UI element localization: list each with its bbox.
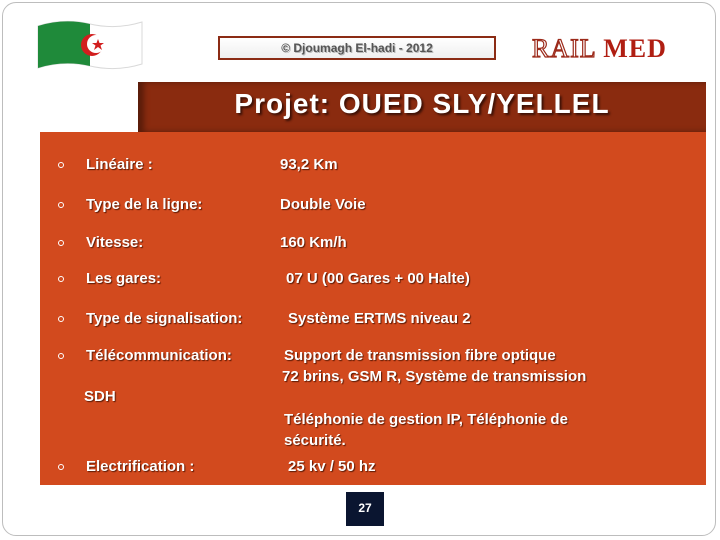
item-label-signalisation: Type de signalisation:	[86, 310, 243, 327]
item-label-type-ligne: Type de la ligne:	[86, 196, 203, 213]
brand-med: MED	[603, 34, 667, 63]
item-value-telecom-line1: Support de transmission fibre optique	[284, 347, 556, 364]
item-value-telecom-line4: sécurité.	[284, 432, 346, 449]
item-value-type-ligne: Double Voie	[280, 196, 366, 213]
item-value-telecom-line3: Téléphonie de gestion IP, Téléphonie de	[284, 411, 568, 428]
item-value-gares: 07 U (00 Gares + 00 Halte)	[286, 270, 470, 287]
copyright-banner: © Djoumagh El-hadi - 2012	[218, 36, 496, 60]
bullet-icon	[58, 353, 64, 359]
bullet-icon	[58, 240, 64, 246]
item-value-telecom-line2: 72 brins, GSM R, Système de transmission	[282, 368, 587, 385]
bullet-icon	[58, 316, 64, 322]
item-value-vitesse: 160 Km/h	[280, 234, 347, 251]
brand-rail: RAIL	[532, 34, 596, 63]
bullet-icon	[58, 464, 64, 470]
item-value-lineaire: 93,2 Km	[280, 156, 338, 173]
bullet-icon	[58, 162, 64, 168]
railmed-logo	[532, 34, 667, 64]
algeria-flag-icon	[34, 18, 146, 72]
slide-title: Projet: OUED SLY/YELLEL	[234, 88, 610, 119]
bullet-icon	[58, 202, 64, 208]
page-number: 27	[358, 501, 372, 515]
item-label-gares: Les gares:	[86, 270, 162, 287]
item-value-signalisation: Système ERTMS niveau 2	[288, 310, 471, 327]
item-value-telecom-sdh: SDH	[84, 388, 116, 405]
bullet-icon	[58, 276, 64, 282]
item-label-telecom: Télécommunication:	[86, 347, 232, 364]
item-label-electrification: Electrification :	[86, 458, 195, 475]
item-label-vitesse: Vitesse:	[86, 234, 144, 251]
item-label-lineaire: Linéaire :	[86, 156, 153, 173]
content-panel	[40, 132, 706, 485]
item-value-electrification: 25 kv / 50 hz	[288, 458, 376, 475]
